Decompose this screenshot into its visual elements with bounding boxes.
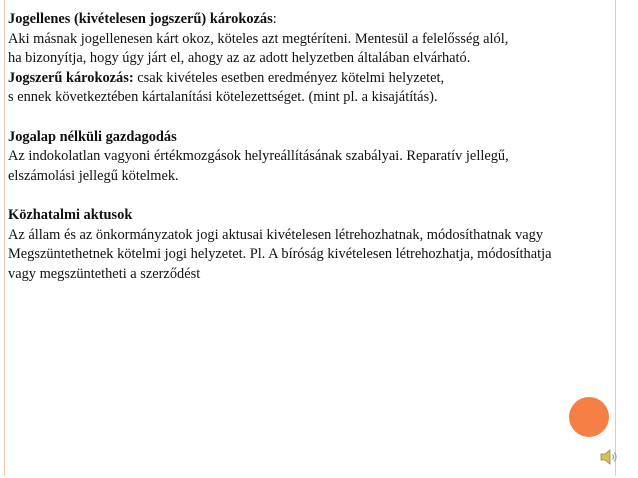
section-jogalap-heading: Jogalap nélküli gazdagodás <box>8 128 177 145</box>
spacer <box>8 108 614 128</box>
section-jogellenes-line-1: Aki másnak jogellenesen kárt okoz, köteles azt megtéríteni. Mentesül a felelősség alól, <box>8 30 509 47</box>
jogszeru-text: csak kivételes esetben eredményez kötelmi helyzetet, <box>133 69 445 86</box>
section-jogellenes-line-4: s ennek következtében kártalanítási kötelezettséget. (mint pl. a kisajátítás). <box>8 89 438 106</box>
section-jogellenes-heading: Jogellenes (kivételesen jogszerű) károkozás <box>8 11 273 27</box>
section-jogalap-line-1: Az indokolatlan vagyoni értékmozgások helyreállításának szabályai. Reparatív jellegű, <box>8 148 509 165</box>
slide-content <box>8 10 614 284</box>
spacer <box>8 186 614 206</box>
section-jogellenes-heading-suffix: : <box>272 11 277 27</box>
section-kozhatalmi-line-1: Az állam és az önkormányzatok jogi aktusai kivételesen létrehozhatnak, módosíthatnak vagy <box>8 226 544 243</box>
jogszeru-label: Jogszerű károkozás: <box>8 69 134 86</box>
section-jogellenes-line-3 <box>8 69 614 89</box>
section-jogellenes-heading-line <box>8 10 614 30</box>
section-jogalap-line-2: elszámolási jellegű kötelmek. <box>8 167 179 184</box>
decorative-orange-circle <box>569 397 609 437</box>
speaker-icon[interactable] <box>598 446 620 468</box>
section-kozhatalmi-line-2: Megszüntethetnek kötelmi jogi helyzetet. Pl. A bíróság kivételesen létrehozhatja, módosíthatja <box>8 246 552 263</box>
section-kozhatalmi-line-3: vagy megszüntetheti a szerződést <box>8 265 201 282</box>
section-kozhatalmi-heading: Közhatalmi aktusok <box>8 206 133 223</box>
section-jogellenes-line-2: ha bizonyítja, hogy úgy járt el, ahogy az az adott helyzetben általában elvárható. <box>8 50 471 67</box>
section-kozhatalmi-heading-line <box>8 206 614 226</box>
section-jogalap-heading-line <box>8 128 614 148</box>
